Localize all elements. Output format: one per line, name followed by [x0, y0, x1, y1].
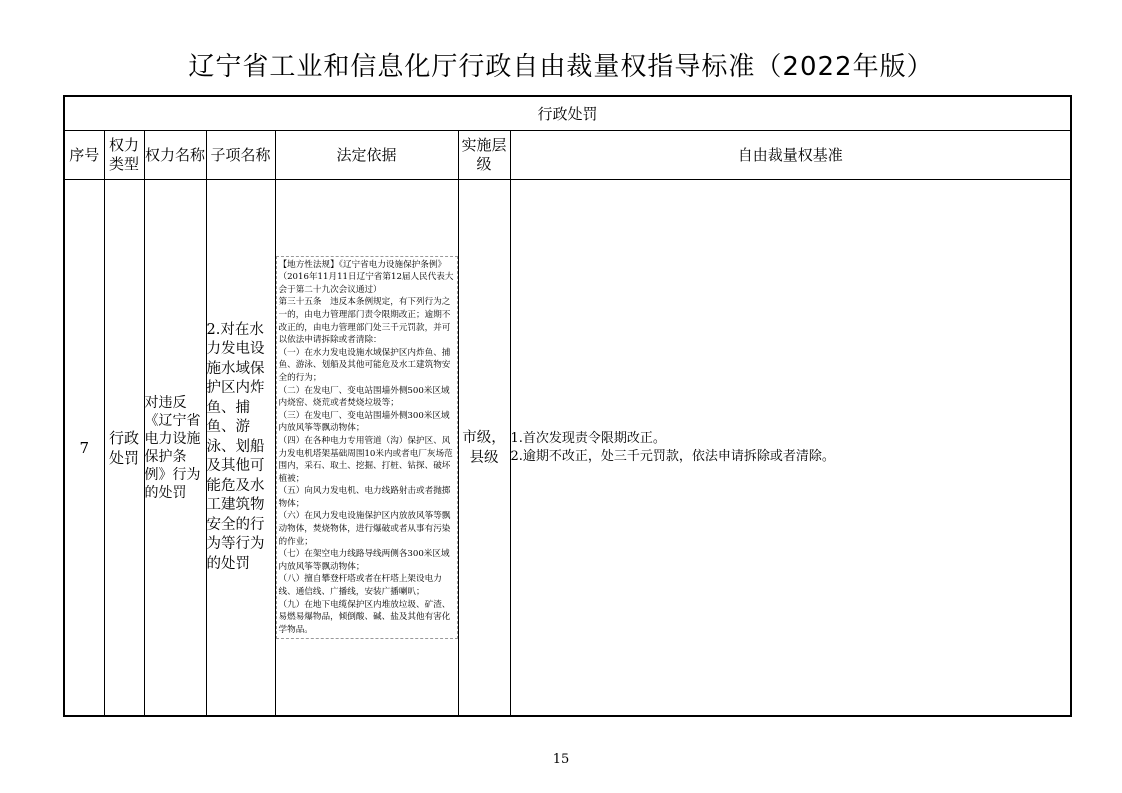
- legal-basis-line: （五）向风力发电机、电力线路射击或者抛掷物体；: [278, 486, 451, 509]
- row-index: 7: [64, 180, 104, 717]
- table-row: [64, 180, 1071, 717]
- standard-item: 2.逾期不改正，处三千元罚款，依法申请拆除或者清除。: [510, 448, 835, 464]
- header-power-name: 权力名称: [144, 131, 206, 180]
- legal-basis-line: （九）在地下电缆保护区内堆放垃圾、矿渣、易燃易爆物品，倾倒酸、碱、盐及其他有害化学物品。: [278, 599, 451, 635]
- legal-basis-line: （四）在各种电力专用管道（沟）保护区、风力发电机塔架基础周围10米内或者电厂灰场范围内，采石、取土、挖掘、打桩、钻探、破坏植被；: [278, 435, 453, 484]
- legal-basis-line: 【地方性法规】《辽宁省电力设施保护条例》（2016年11月11日辽宁省第12届人民代表大会于第二十九次会议通过）: [278, 259, 454, 295]
- legal-basis-line: （三）在发电厂、变电站围墙外侧300米区域内放风筝等飘动物体；: [278, 410, 450, 434]
- row-legal-basis: [275, 180, 458, 717]
- row-power-name: 对违反《辽宁省电力设施保护条例》行为的处罚: [144, 180, 206, 717]
- standards-table: [63, 95, 1072, 717]
- header-level: 实施层级: [458, 131, 510, 180]
- section-title: 行政处罚: [64, 96, 1071, 131]
- legal-basis-box: [276, 256, 458, 640]
- header-standard: 自由裁量权基准: [510, 131, 1071, 180]
- document-title: 辽宁省工业和信息化厅行政自由裁量权指导标准（2022年版）: [188, 52, 934, 82]
- legal-basis-line: （八）擅自攀登杆塔或者在杆塔上架设电力线、通信线、广播线，安装广播喇叭；: [278, 574, 442, 598]
- row-power-type: 行政处罚: [104, 180, 144, 717]
- legal-basis-line: （七）在架空电力线路导线两侧各300米区域内放风筝等飘动物体；: [278, 549, 450, 572]
- page-number: 15: [552, 752, 570, 767]
- legal-basis-line: （一）在水力发电设施水域保护区内炸鱼、捕鱼、游泳、划船及其他可能危及水工建筑物安全的行为；: [278, 347, 451, 383]
- legal-basis-line: 第三十五条 违反本条例规定，有下列行为之一的，由电力管理部门责令限期改正；逾期不改正的，由电力管理部门处三千元罚款，并可以依法申请拆除或者清除：: [278, 297, 451, 346]
- standard-item: 1.首次发现责令限期改正。: [510, 430, 666, 446]
- legal-basis-line: （六）在风力发电设施保护区内放放风筝等飘动物体，焚烧物体，进行爆破或者从事有污染的作业；: [278, 511, 451, 547]
- row-level: 市级，县级: [458, 180, 510, 717]
- header-legal-basis: 法定依据: [275, 131, 458, 180]
- header-power-type: 权力类型: [104, 131, 144, 180]
- row-sub-item: 2.对在水力发电设施水域保护区内炸鱼、捕鱼、游泳、划船及其他可能危及水工建筑物安全的行为等行为的处罚: [206, 180, 275, 717]
- header-index: 序号: [64, 131, 104, 180]
- row-standard: [510, 180, 1071, 717]
- legal-basis-line: （二）在发电厂、变电站围墙外侧500米区域内烧窑、烧荒或者焚烧垃圾等；: [278, 385, 450, 409]
- header-sub-item: 子项名称: [206, 131, 275, 180]
